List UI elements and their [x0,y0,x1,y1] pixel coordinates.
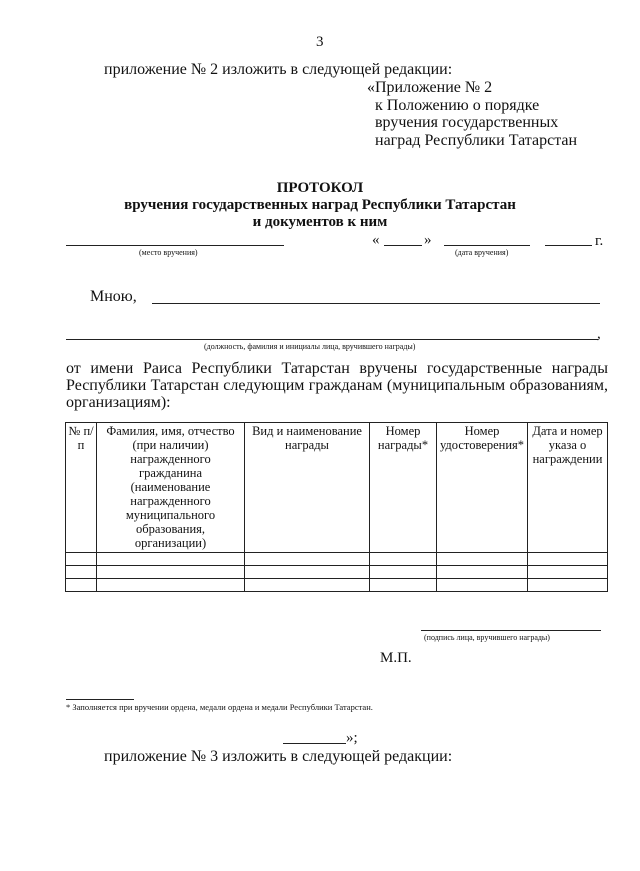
attachment-line: «Приложение № 2 [367,79,493,96]
date-open-quote: « [372,232,380,248]
day-blank-line [384,245,422,246]
closing-semicolon: »; [346,730,358,746]
document-subtitle-2: и документов к ним [252,214,388,230]
awards-table [65,422,608,592]
table-row [66,566,608,579]
official-caption: (должность, фамилия и инициалы лица, вручившего награды) [204,342,416,351]
place-blank-line [66,245,284,246]
header-decree: Дата и номер указа о награждении [528,423,608,553]
signature-caption: (подпись лица, вручившего награды) [424,633,550,642]
official-blank-line [66,339,598,340]
header-number: № п/п [66,423,97,553]
footnote: * Заполняется при вручении ордена, медали ордена и медали Республики Татарстан. [66,702,373,712]
year-blank-line [545,245,592,246]
header-award-number: Номер награды* [370,423,437,553]
document-title: ПРОТОКОЛ [276,180,364,196]
by-me-blank-line [152,303,600,304]
header-award-type: Вид и наименование награды [245,423,370,553]
page-number: 3 [316,34,324,50]
official-comma: , [597,326,601,342]
award-paragraph: от имени Раиса Республики Татарстан вручены государственные награды Республики Татарстан следующим гражданам (муниципальным образованиям, организациям): [66,360,608,411]
attachment-line: наград Республики Татарстан [375,132,578,149]
closing-blank-line [283,743,346,744]
header-certificate-number: Номер удостоверения* [437,423,528,553]
date-close-quote: » [424,232,432,248]
month-blank-line [444,245,530,246]
table-row [66,579,608,592]
by-me-label: Мною, [90,288,137,305]
attachment-line: вручения государственных [375,114,559,131]
intro-appendix-2: приложение № 2 изложить в следующей редакции: [104,61,453,78]
footnote-separator [66,699,134,700]
table-header-row [66,423,608,553]
table-row [66,553,608,566]
stamp-label: М.П. [380,650,412,666]
document-subtitle-1: вручения государственных наград Республики Татарстан [124,197,516,213]
header-recipient: Фамилия, имя, отчество (при наличии) награжденного гражданина (наименование награжденного муниципального образования, организации) [97,423,245,553]
signature-blank-line [421,630,601,631]
intro-appendix-3: приложение № 3 изложить в следующей редакции: [104,748,453,765]
date-caption: (дата вручения) [455,248,509,257]
year-suffix: г. [595,233,604,249]
attachment-line: к Положению о порядке [375,97,540,114]
place-caption: (место вручения) [139,248,198,257]
